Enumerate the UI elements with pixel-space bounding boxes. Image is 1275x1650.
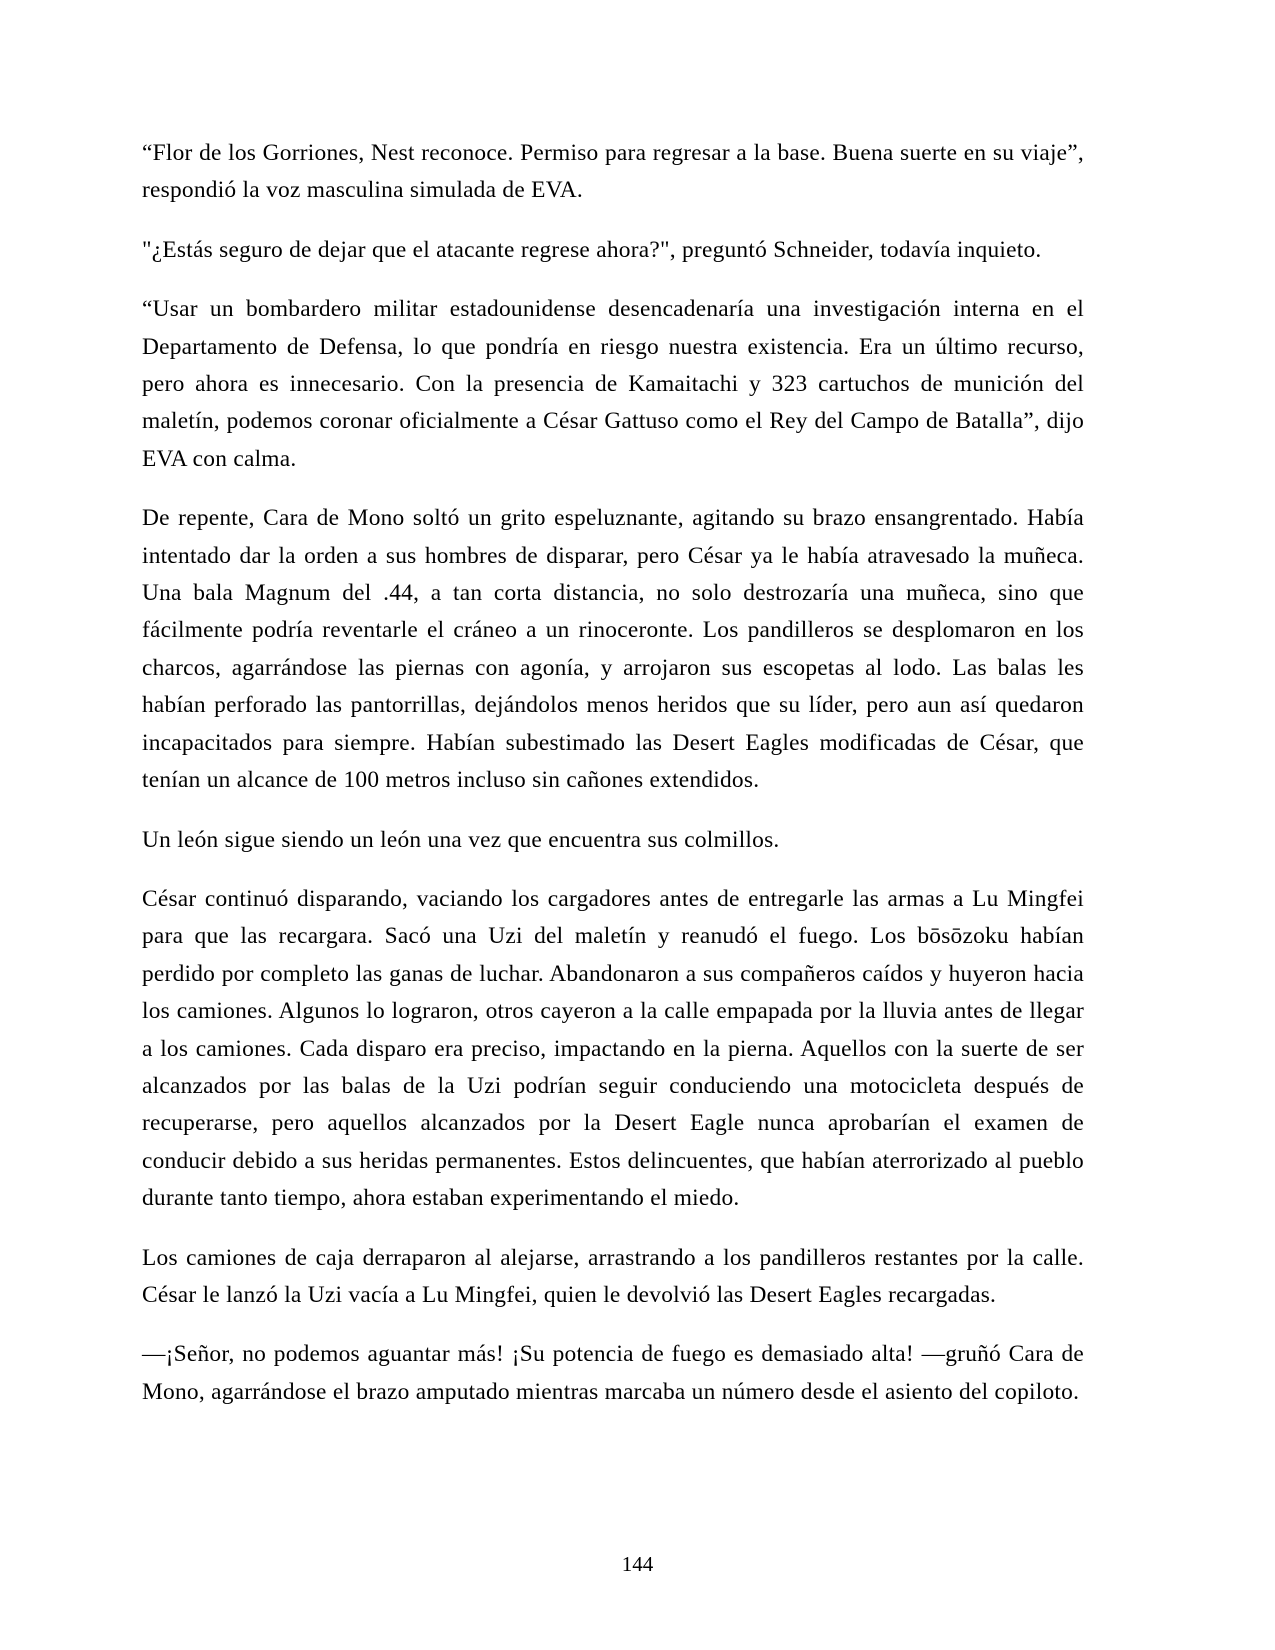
paragraph: Un león sigue siendo un león una vez que encuentra sus colmillos.: [142, 826, 780, 853]
paragraph: “Usar un bombardero militar estadounidense desencadenaría una investigación interna en el Departamento de Defensa, lo que pondría en riesgo nuestra existencia. Era un último recurso, pero ahora es innecesario. Con la presencia de Kamaitachi y 323 cartuchos de munición del maletín, podemos coronar oficialmente a César Gattuso como el Rey del Campo de Batalla”, dijo EVA con calma.: [142, 296, 1084, 472]
paragraph: César continuó disparando, vaciando los cargadores antes de entregarle las armas a Lu Mingfei para que las recargara. Sacó una Uzi del maletín y reanudó el fuego. Los bōsōzoku habían perdido por completo las ganas de luchar. Abandonaron a sus compañeros caídos y huyeron hacia los camiones. Algunos lo lograron, otros cayeron a la calle empapada por la lluvia antes de llegar a los camiones. Cada disparo era preciso, impactando en la pierna. Aquellos con la suerte de ser alcanzados por las balas de la Uzi podrían seguir conduciendo una motocicleta después de recuperarse, pero aquellos alcanzados por la Desert Eagle nunca aprobarían el examen de conducir debido a sus heridas permanentes. Estos delincuentes, que habían aterrorizado al pueblo durante tanto tiempo, ahora estaban experimentando el miedo.: [142, 885, 1084, 1212]
paragraph: Los camiones de caja derraparon al alejarse, arrastrando a los pandilleros restantes por la calle. César le lanzó la Uzi vacía a Lu Mingfei, quien le devolvió las Desert Eagles recargadas.: [142, 1244, 1084, 1308]
paragraph: —¡Señor, no podemos aguantar más! ¡Su potencia de fuego es demasiado alta! —gruñó Cara de Mono, agarrándose el brazo amputado mientras marcaba un número desde el asiento del copiloto.: [142, 1341, 1084, 1405]
paragraph: “Flor de los Gorriones, Nest reconoce. Permiso para regresar a la base. Buena suerte en su viaje”, respondió la voz masculina simulada de EVA.: [142, 140, 1084, 204]
body-text-column: [142, 135, 1084, 1411]
page-number: 144: [621, 1552, 654, 1576]
paragraph: "¿Estás seguro de dejar que el atacante regrese ahora?", preguntó Schneider, todavía inquieto.: [142, 236, 1042, 263]
paragraph: De repente, Cara de Mono soltó un grito espeluznante, agitando su brazo ensangrentado. Había intentado dar la orden a sus hombres de disparar, pero César ya le había atravesado la muñeca. Una bala Magnum del .44, a tan corta distancia, no solo destrozaría una muñeca, sino que fácilmente podría reventarle el cráneo a un rinoceronte. Los pandilleros se desplomaron en los charcos, agarrándose las piernas con agonía, y arrojaron sus escopetas al lodo. Las balas les habían perforado las pantorrillas, dejándolos menos heridos que su líder, pero aun así quedaron incapacitados para siempre. Habían subestimado las Desert Eagles modificadas de César, que tenían un alcance de 100 metros incluso sin cañones extendidos.: [142, 505, 1084, 794]
